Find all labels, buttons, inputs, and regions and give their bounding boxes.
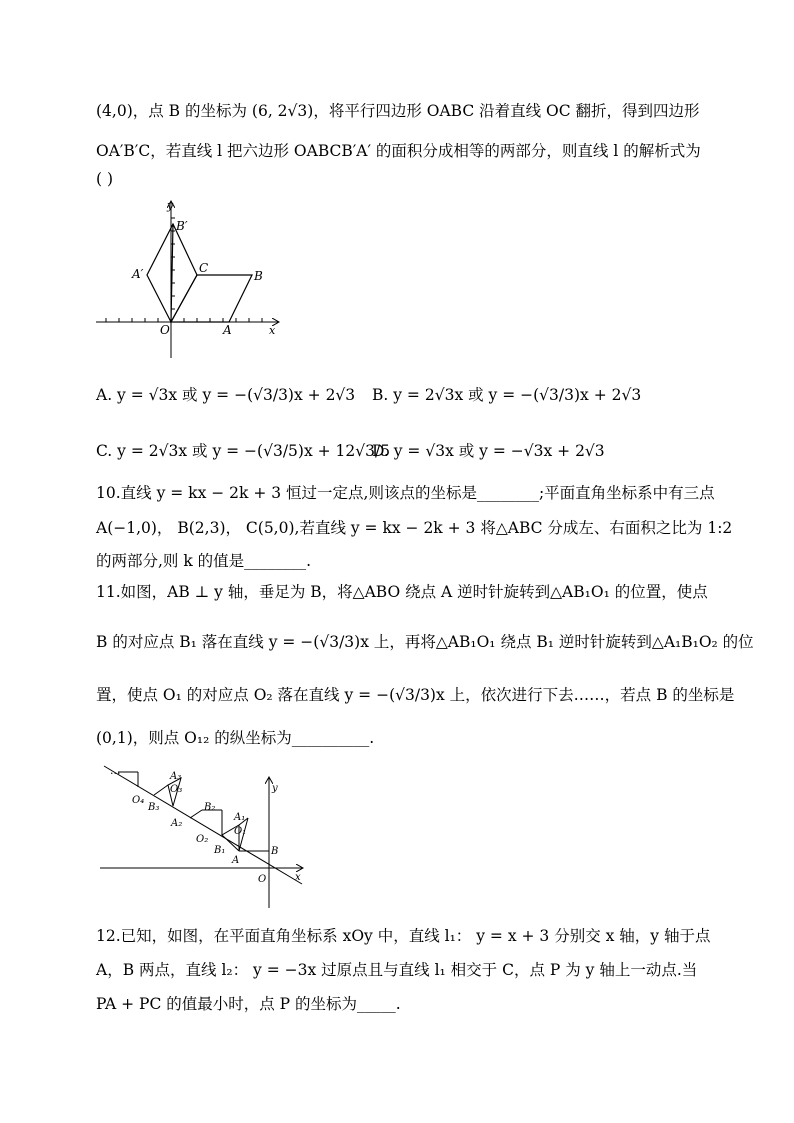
q11-figure	[98, 760, 310, 910]
label-x: x	[295, 872, 301, 883]
label-o: O	[160, 323, 170, 337]
parallelogram-oabc	[171, 275, 252, 322]
q11-line-3: 置，使点 O₁ 的对应点 O₂ 落在直线 y = −(√3/3)x 上，依次进行下去……，若点 B 的坐标是	[96, 686, 735, 704]
label-o4: O₄	[132, 795, 145, 806]
x-ticks	[106, 318, 262, 322]
q12-line-1: 12.已知，如图，在平面直角坐标系 xOy 中，直线 l₁： y = x + 3 分别交 x 轴，y 轴于点	[96, 927, 711, 945]
q10-line-1: 10.直线 y = kx − 2k + 3 恒过一定点,则该点的坐标是________;平面直角坐标系中有三点	[96, 484, 715, 502]
label-a2: A₂	[171, 818, 183, 829]
label-y: y	[272, 783, 278, 794]
q9-line-3: ( )	[96, 170, 114, 188]
q12-line-2: A，B 两点，直线 l₂： y = −3x 过原点且与直线 l₁ 相交于 C，点 P 为 y 轴上一动点.当	[96, 961, 698, 979]
q11-line-2: B 的对应点 B₁ 落在直线 y = −(√3/3)x 上，再将△AB₁O₁ 绕点 B₁ 逆时针旋转到△A₁B₁O₂ 的位	[96, 633, 754, 651]
q12-line-3: PA + PC 的值最小时，点 P 的坐标为_____.	[96, 995, 401, 1013]
q11-line-1: 11.如图，AB ⊥ y 轴，垂足为 B，将△ABO 绕点 A 逆时针旋转到△AB₁O₁ 的位置，使点	[96, 583, 708, 601]
q9-option-a: A. y = √3x 或 y = −(√3/3)x + 2√3	[96, 386, 356, 404]
q11-line-4: (0,1)，则点 O₁₂ 的纵坐标为__________.	[96, 729, 375, 747]
q10-line-3: 的两部分,则 k 的值是________.	[96, 552, 312, 570]
label-dots: ...	[110, 764, 121, 777]
q10-line-2: A(−1,0)， B(2,3)， C(5,0),若直线 y = kx − 2k + 3 将△ABC 分成左、右面积之比为 1:2	[96, 519, 733, 537]
label-o: O	[258, 874, 267, 885]
label-b2: B₂	[204, 802, 216, 813]
label-b1: B₁	[214, 845, 226, 856]
label-o3: O₃	[170, 784, 183, 795]
label-a: A	[223, 323, 232, 337]
q9-figure	[92, 196, 292, 362]
label-a-prime: A′	[132, 267, 144, 281]
label-o2: O₂	[196, 834, 209, 845]
label-b: B	[254, 269, 263, 283]
q9-option-c: C. y = 2√3x 或 y = −(√3/5)x + 12√3/5	[96, 442, 391, 460]
segment-oc	[171, 275, 197, 322]
label-b: B	[271, 846, 279, 857]
label-a: A	[232, 855, 240, 866]
label-c: C	[199, 261, 209, 275]
label-y: y	[167, 199, 174, 212]
q9-option-d: D. y = √3x 或 y = −√3x + 2√3	[372, 442, 605, 460]
label-a3: A₃	[170, 771, 182, 782]
label-b-prime: B′	[176, 219, 188, 233]
label-x: x	[269, 324, 276, 337]
label-b3: B₃	[148, 802, 160, 813]
label-a1: A₁	[234, 812, 246, 823]
q9-option-b: B. y = 2√3x 或 y = −(√3/3)x + 2√3	[372, 386, 642, 404]
label-o1: O₁	[234, 826, 247, 837]
q9-line-2: OA′B′C，若直线 l 把六边形 OABCB′A′ 的面积分成相等的两部分，则直线 l 的解析式为	[96, 142, 701, 160]
q9-line-1: (4,0)，点 B 的坐标为 (6, 2√3)，将平行四边形 OABC 沿着直线 OC 翻折，得到四边形	[96, 102, 700, 120]
